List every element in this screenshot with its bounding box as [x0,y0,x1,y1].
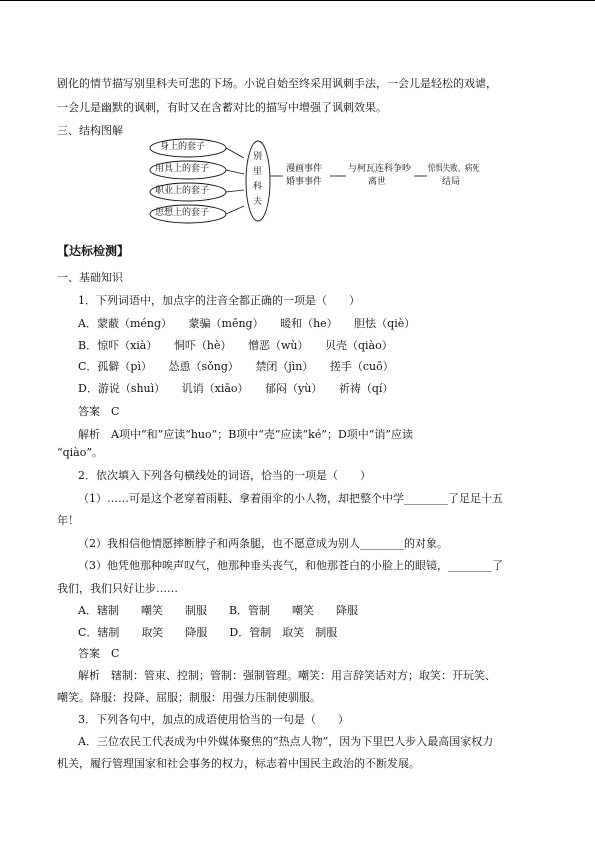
q2-sentence-3b: 我们，我们只好让步…… [57,582,178,595]
center-char-1: 别 [253,152,263,162]
q2-options-cd: C．辖制 取笑 降服 D．管制 取笑 制服 [78,626,338,639]
item-tools-cover: 用具上的套子 [155,164,210,174]
mid-line-2: 离世 [368,177,387,187]
test-heading: 【达标检测】 [57,244,130,258]
result-line-1: 惊惧失败、病死 [428,164,480,174]
q3-option-a-1: A．三位农民工代表成为中外媒体聚焦的“热点人物”，因为下里巴人步入最高国家权力 [78,735,494,748]
basic-knowledge-heading: 一、基础知识 [57,271,123,284]
q1-option-c: C．孤僻（pì） 怂恿（sǒng） 禁闭（jìn） 搓手（cuō） [78,360,394,373]
item-job-cover: 职业上的套子 [155,186,210,196]
item-thought-cover: 思想上的套子 [155,208,210,218]
page-top-rule [0,0,595,1]
q2-analysis-1: 解析 辖制：管束、控制；管制：强制管理。嘲笑：用言辞笑话对方；取笑：开玩笑、 [78,669,496,682]
center-char-4: 夫 [253,197,263,207]
intro-line-1: 剧化的情节描写别里科夫可悲的下场。小说自始至终采用讽刺手法，一会儿是轻松的戏谑， [57,77,497,90]
q3-stem: 3．下列各句中，加点的成语使用恰当的一句是（ ） [78,713,349,726]
events-line-2: 婚事事件 [286,177,323,187]
intro-line-2: 一会儿是幽默的讽刺，有时又在含蓄对比的描写中增强了讽刺效果。 [57,101,387,114]
q3-option-a-2: 机关，履行管理国家和社会事务的权力，标志着中国民主政治的不断发展。 [57,757,420,770]
q2-stem: 2．依次填入下列各句横线处的词语，恰当的一项是（ ） [78,469,371,482]
q1-option-b: B．惊吓（xià） 恫吓（hè） 憎恶（wù） 贝壳（qiào） [78,339,393,352]
q1-analysis-2: “qiào”。 [57,446,103,459]
q2-answer: 答案 C [78,647,120,660]
structure-heading: 三、结构图解 [57,124,123,137]
center-char-2: 里 [253,167,263,177]
structure-diagram [140,136,480,228]
q1-answer: 答案 C [78,405,120,418]
q2-sentence-2: （2）我相信他情愿摔断脖子和两条腿，也不愿意成为别人________的对象。 [78,537,448,550]
q2-sentence-1a: （1）……可是这个老穿着雨鞋、拿着雨伞的小人物，却把整个中学________了足足十五 [78,492,503,505]
q1-option-a: A．蒙蔽（méng） 蒙骗（mēng） 暖和（he） 胆怯（qiè） [78,317,416,330]
q1-analysis-1: 解析 A项中“和”应读“huo”；B项中“壳”应读“ké”；D项中“诮”应读 [78,428,414,441]
q2-sentence-3a: （3）他凭他那种唉声叹气，他那种垂头丧气，和他那苍白的小脸上的眼镜，________了 [78,559,503,572]
q2-options-ab: A．辖制 嘲笑 制服 B．管制 嘲笑 降服 [78,604,359,617]
item-body-cover: 身上的套子 [160,142,206,152]
q2-sentence-1b: 年！ [57,514,79,527]
q1-stem: 1．下列词语中，加点字的注音全都正确的一项是（ ） [78,294,360,307]
q2-analysis-2: 嘲笑。降服：投降、屈服；制服：用强力压制使驯服。 [57,691,321,704]
mid-line-1: 与柯瓦连科争吵 [348,164,412,174]
q1-option-d: D．游说（shuì） 讥诮（xiāo） 郁闷（yù） 祈祷（qí） [78,382,394,395]
events-line-1: 漫画事件 [286,164,323,174]
center-char-3: 科 [253,182,263,192]
result-line-2: 结局 [442,177,461,187]
